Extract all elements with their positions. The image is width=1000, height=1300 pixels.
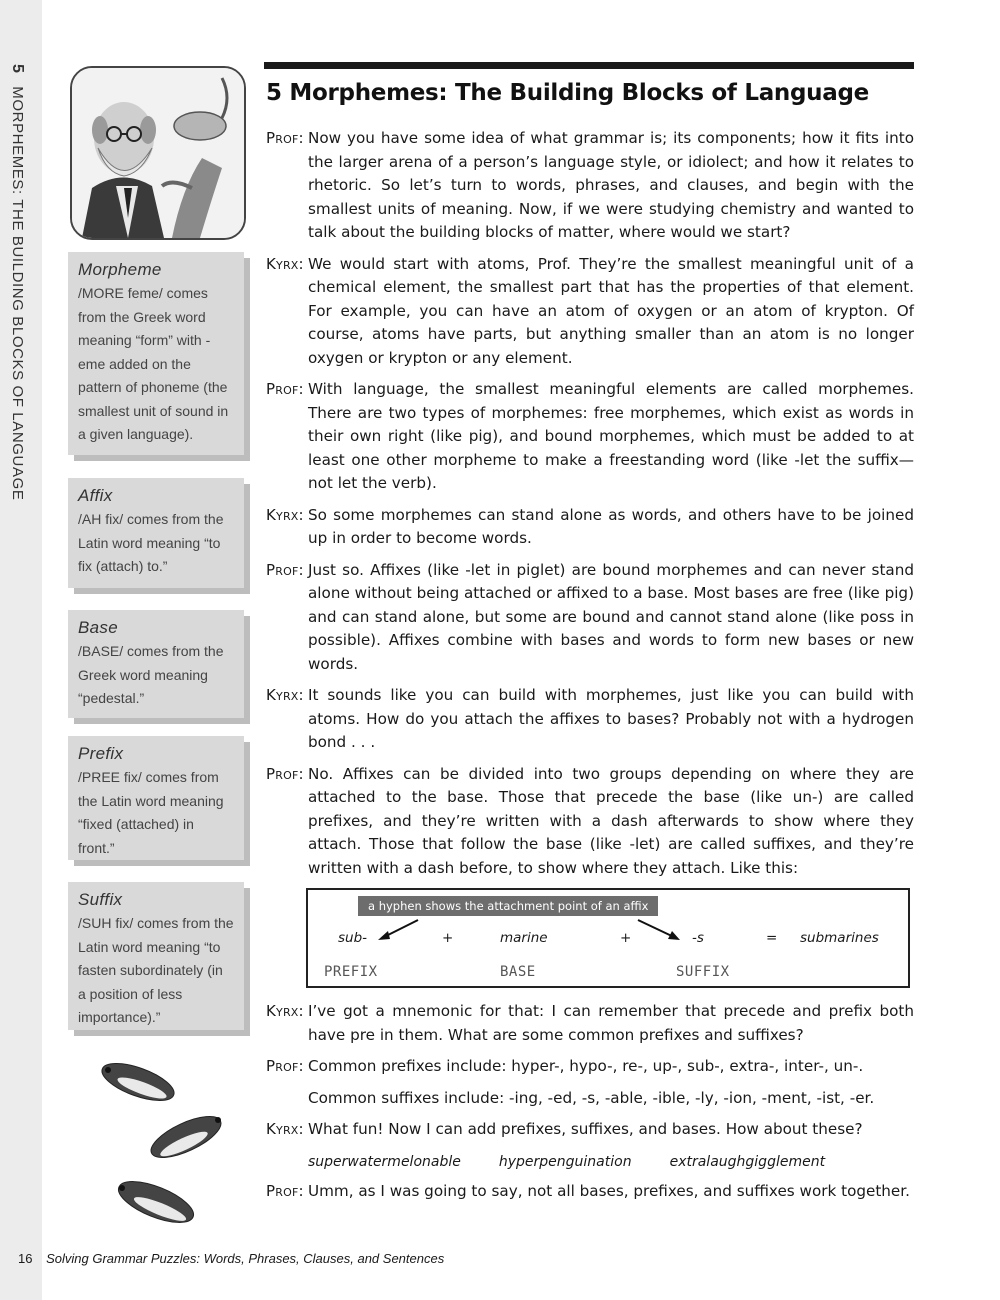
page-number: 16 xyxy=(18,1251,33,1266)
glossary-term: Prefix xyxy=(78,744,124,763)
speaker-label: Kyrx: xyxy=(266,1002,304,1020)
example-word: superwatermelonable xyxy=(308,1153,461,1170)
diagram-label-base: BASE xyxy=(500,964,536,980)
diagram-base: marine xyxy=(500,930,548,946)
dialogue-turn xyxy=(266,559,914,677)
dialogue-turn xyxy=(266,1118,914,1142)
glossary-term: Suffix xyxy=(78,890,123,909)
diagram-equals: = xyxy=(766,930,778,946)
speaker-label: Kyrx: xyxy=(266,1120,304,1138)
dialogue-text: It sounds like you can build with morphemes, just like you can build with atoms. How do you attach the affixes to bases? Probably not with a hydrogen bond . . . xyxy=(308,686,914,751)
dialogue-text: So some morphemes can stand alone as words, and others have to be joined up in order to become words. xyxy=(308,505,914,547)
speaker-label: Prof: xyxy=(266,1057,304,1075)
glossary-box-prefix xyxy=(68,736,244,860)
glossary-definition: /SUH fix/ comes from the Latin word meaning “to fasten subordinately (in a position of less importance).” xyxy=(78,915,234,1025)
diagram-prefix: sub- xyxy=(338,930,368,946)
speaker-label: Prof: xyxy=(266,380,304,398)
running-chapter-name: MORPHEMES: THE BUILDING BLOCKS OF LANGUAGE xyxy=(9,86,26,501)
diagram-plus: + xyxy=(620,930,632,946)
diagram-plus: + xyxy=(442,930,454,946)
page-footer xyxy=(18,1251,444,1266)
dialogue-turn xyxy=(266,1000,914,1047)
dialogue-text: No. Affixes can be divided into two groups depending on where they are attached to the base. Those that precede the base (like un-) are called prefixes, and they’re written with a dash afterwards to show where they attach. Those that follow the base (like -let) are called suffixes, and they’re written with a dash before, to show where they attach. Like this: xyxy=(308,764,914,877)
book-title: Solving Grammar Puzzles: Words, Phrases, Clauses, and Sentences xyxy=(46,1251,445,1266)
dialogue-text-second-line: Common suffixes include: -ing, -ed, -s, -able, -ible, -ly, -ion, -ment, -ist, -er. xyxy=(308,1088,875,1107)
glossary-definition: /MORE feme/ comes from the Greek word meaning “form” with -eme added on the pattern of phoneme (the smallest unit of sound in a given language). xyxy=(78,285,229,442)
example-words xyxy=(266,1150,914,1172)
diagram-result: submarines xyxy=(800,930,879,946)
speaker-label: Kyrx: xyxy=(266,505,304,524)
dialogue-text: Just so. Affixes (like -let in piglet) are bound morphemes and can never stand alone without being attached or affixed to a base. Most bases are free (like pig) and can stand alone, but some are bound and cannot stand alone (like poss in possible). Affixes combine with bases and words to form new bases or new words. xyxy=(308,560,914,673)
speaker-label: Prof: xyxy=(266,129,304,147)
glossary-term: Base xyxy=(78,618,118,637)
diagram-label-suffix: SUFFIX xyxy=(676,964,730,980)
example-word: extralaughgigglement xyxy=(669,1153,826,1170)
glossary-box-suffix xyxy=(68,882,244,1030)
glossary-definition: /PREE fix/ comes from the Latin word meaning “fixed (attached) in front.” xyxy=(78,769,224,856)
glossary-term: Affix xyxy=(78,486,113,505)
dialogue-text: With language, the smallest meaningful elements are called morphemes. There are two types of morphemes: free morphemes, which exist as words in their own right (like pig), and bound morphemes, which must be added to at least one other morpheme to make a freestanding word (like -let the suffix—not let the verb). xyxy=(308,380,914,492)
professor-illustration xyxy=(70,66,246,240)
dialogue-text: Now you have some idea of what grammar is; its components; how it fits into the larger arena of a person’s language style, or idiolect; and how it relates to rhetoric. So let’s turn to words, phrases, and clauses, and begin with the smallest units of meaning. Now, if we were studying chemistry and wanted to talk about the building blocks of matter, where would we start? xyxy=(308,129,914,241)
dialogue-text: I’ve got a mnemonic for that: I can remember that precede and prefix both have pre in them. What are some common prefixes and suffixes? xyxy=(308,1002,914,1044)
dialogue-turn xyxy=(266,1180,914,1204)
example-word: hyperpenguination xyxy=(498,1153,632,1170)
running-chapter-title xyxy=(8,64,26,500)
dialogue-text: We would start with atoms, Prof. They’re the smallest meaningful unit of a chemical element, the smallest part that has the properties of that element. For example, you can have an atom of oxygen or an atom of krypton. Of course, atoms have parts, but anything smaller than an atom is no longer oxygen or krypton or any element. xyxy=(308,254,914,367)
dialogue-text: Umm, as I was going to say, not all bases, prefixes, and suffixes work together. xyxy=(308,1181,910,1200)
dialogue-turn xyxy=(266,763,914,881)
dialogue-turn xyxy=(266,253,914,371)
dialogue-text: What fun! Now I can add prefixes, suffixes, and bases. How about these? xyxy=(308,1120,863,1138)
speaker-label: Prof: xyxy=(266,764,304,783)
penguins-illustration xyxy=(98,1052,228,1237)
dialogue-turn xyxy=(266,1055,914,1110)
dialogue xyxy=(266,127,914,1211)
glossary-box-base xyxy=(68,610,244,718)
affix-diagram xyxy=(306,888,910,988)
title-rule xyxy=(264,62,914,69)
dialogue-turn xyxy=(266,684,914,755)
dialogue-turn xyxy=(266,504,914,551)
diagram-caption: a hyphen shows the attachment point of an affix xyxy=(358,896,658,916)
page-title: 5 Morphemes: The Building Blocks of Language xyxy=(266,80,869,106)
glossary-definition: /AH fix/ comes from the Latin word meaning “to fix (attach) to.” xyxy=(78,511,224,574)
glossary-box-affix xyxy=(68,478,244,588)
speaker-label: Prof: xyxy=(266,560,304,579)
speaker-label: Prof: xyxy=(266,1181,304,1200)
dialogue-text: Common prefixes include: hyper-, hypo-, re-, up-, sub-, extra-, inter-, un-. xyxy=(308,1057,864,1075)
diagram-label-prefix: PREFIX xyxy=(324,964,378,980)
speaker-label: Kyrx: xyxy=(266,254,304,273)
speaker-label: Kyrx: xyxy=(266,686,304,704)
glossary-term: Morpheme xyxy=(78,260,162,279)
running-chapter-number: 5 xyxy=(9,64,26,74)
dialogue-turn xyxy=(266,378,914,496)
dialogue-turn xyxy=(266,127,914,245)
diagram-suffix: -s xyxy=(692,930,704,946)
glossary-definition: /BASE/ comes from the Greek word meaning “pedestal.” xyxy=(78,643,224,706)
glossary-box-morpheme xyxy=(68,252,244,455)
